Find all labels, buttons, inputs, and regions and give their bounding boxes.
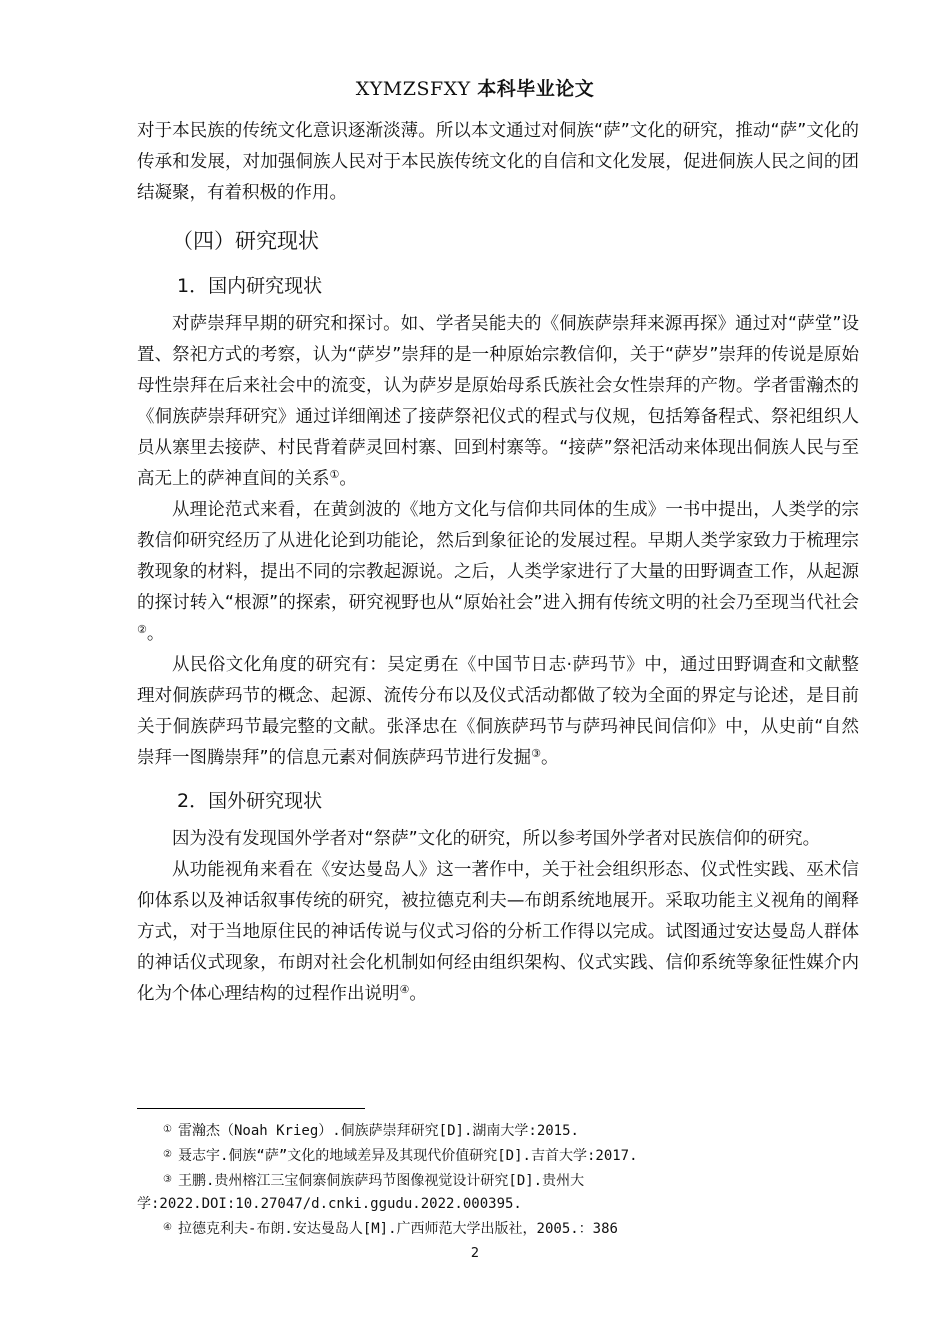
footnote-3-continuation: 学:2022.DOI:10.27047/d.cnki.ggudu.2022.000395. [137,1196,522,1212]
domestic-paragraph-2: 从理论范式来看，在黄剑波的《地方文化与信仰共同体的生成》一书中提出，人类学的宗教信仰研究经历了从进化论到功能论，然后到象征论的发展过程。早期人类学家致力于梳理宗教现象的材料，提出不同的宗教起源说。之后，人类学家进行了大量的田野调查工作，从起源的探讨转入“根源”的探索，研究视野也从“原始社会”进入拥有传统文明的社会乃至现当代社会②。 [137,500,859,644]
foreign-research-heading: 2．国外研究现状 [177,790,323,812]
domestic-paragraph-3: 从民俗文化角度的研究有：吴定勇在《中国节日志·萨玛节》中，通过田野调查和文献整理对侗族萨玛节的概念、起源、流传分布以及仪式活动都做了较为全面的界定与论述，是目前关于侗族萨玛节最完整的文献。张泽忠在《侗族萨玛节与萨玛神民间信仰》中，从史前“自然崇拜一图腾崇拜”的信息元素对侗族萨玛节进行发掘③。 [137,655,859,768]
section-heading: （四）研究现状 [172,229,319,253]
footnote-ref-4[interactable]: ④ [399,983,410,996]
footnote-ref-2[interactable]: ② [137,623,147,636]
running-header [0,74,950,101]
foreign-paragraph-2: 从功能视角来看在《安达曼岛人》这一著作中，关于社会组织形态、仪式性实践、巫术信仰体系以及神话叙事传统的研究，被拉德克利夫—布朗系统地展开。采取功能主义视角的阐释方式，对于当地原住民的神话传说与仪式习俗的分析工作得以完成。试图通过安达曼岛人群体的神话仪式现象，布朗对社会化机制如何经由组织架构、仪式实践、信仰系统等象征性媒介内化为个体心理结构的过程作出说明④。 [137,860,859,1004]
page-number: 2 [470,1246,480,1261]
footnotes [137,1118,859,1241]
domestic-research-heading: 1．国内研究现状 [177,275,323,297]
footnote-ref-3[interactable]: ③ [531,747,541,760]
header-title: 本科毕业论文 [477,78,595,100]
footnote-1: ① 雷瀚杰（Noah Krieg）.侗族萨崇拜研究[D].湖南大学:2015. [163,1123,579,1139]
continuation-paragraph: 对于本民族的传统文化意识逐渐淡薄。所以本文通过对侗族“萨”文化的研究，推动“萨”文化的传承和发展，对加强侗族人民对于本民族传统文化的自信和文化发展，促进侗族人民之间的团结凝聚，有着积极的作用。 [137,121,859,203]
footnote-2: ② 聂志宇.侗族“萨”文化的地域差异及其现代价值研究[D].吉首大学:2017. [163,1148,638,1164]
footnote-divider [137,1108,365,1109]
main-content [137,116,859,1010]
header-prefix: XYMZSFXY [355,78,471,100]
domestic-paragraph-1: 对萨崇拜早期的研究和探讨。如、学者吴能夫的《侗族萨崇拜来源再探》通过对“萨堂”设置、祭祀方式的考察，认为“萨岁”崇拜的是一种原始宗教信仰，关于“萨岁”崇拜的传说是原始母性崇拜在后来社会中的流变，认为萨岁是原始母系氏族社会女性崇拜的产物。学者雷瀚杰的《侗族萨崇拜研究》通过详细阐述了接萨祭祀仪式的程式与仪规，包括筹备程式、祭祀组织人员从寨里去接萨、村民背着萨灵回村寨、回到村寨等。“接萨”祭祀活动来体现出侗族人民与至高无上的萨神直间的关系①。 [137,314,859,489]
footnote-4: ④ 拉德克利夫-布朗.安达曼岛人[M].广西师范大学出版社，2005.：386 [163,1221,618,1237]
footnote-3: ③ 王鹏.贵州榕江三宝侗寨侗族萨玛节图像视觉设计研究[D].贵州大 [163,1173,585,1189]
foreign-paragraph-1: 因为没有发现国外学者对“祭萨”文化的研究，所以参考国外学者对民族信仰的研究。 [172,829,821,849]
footnote-ref-1[interactable]: ① [329,468,340,481]
